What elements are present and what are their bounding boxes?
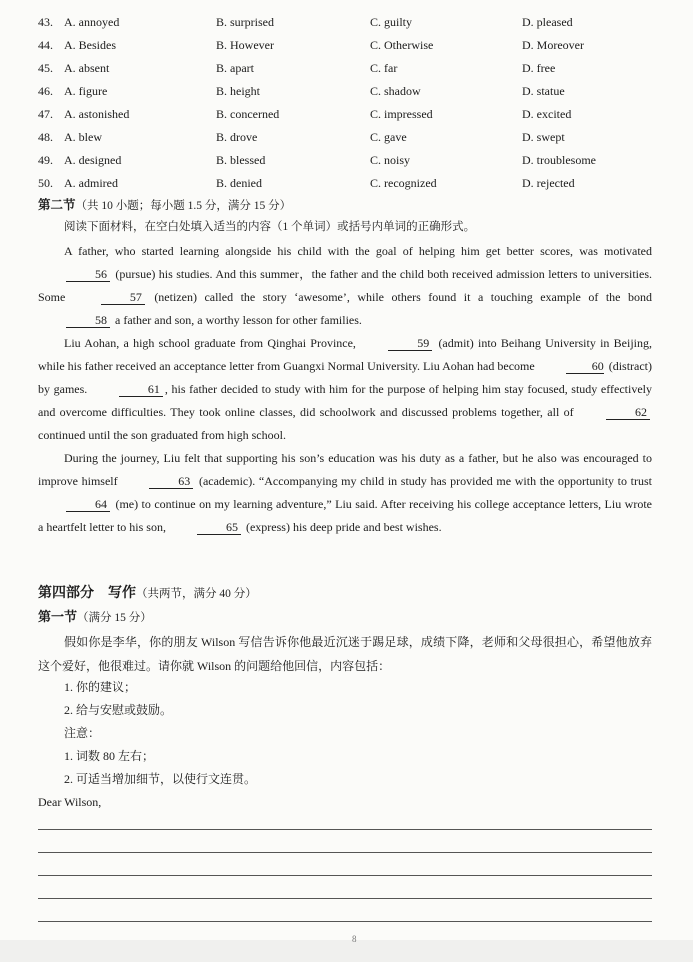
question-number: 44. [38,38,53,52]
option-b: B. concerned [216,107,280,121]
option-row-43 [38,11,678,33]
requirement-item: 1. 你的建议； [64,680,137,694]
passage-text: (admit) into Beihang University in Beijing, while his father received an acceptance letter from Guangxi Normal University. Liu Aohan had become [38,336,652,373]
passage-text: During the journey, Liu felt that supporting his son’s education was his duty as a father, but he also was encouraged to improve himself [38,451,652,488]
blank-61: 61 [91,378,165,401]
blank-56: 56 [38,263,112,286]
option-row-46 [38,80,678,102]
passage-text: (express) his deep pride and best wishes. [242,520,442,534]
question-number: 45. [38,61,53,75]
passage-text: (distract) by games. [38,359,653,396]
option-d: D. rejected [522,176,575,190]
requirement-item: 2. 给与安慰或鼓励。 [64,703,173,717]
option-b: B. However [216,38,274,52]
option-d: D. excited [522,107,572,121]
option-a: A. figure [64,84,108,98]
writing-line[interactable] [38,852,652,853]
option-a: A. astonished [64,107,130,121]
part-note: （共两节，满分 40 分） [136,588,257,600]
option-d: D. pleased [522,15,573,29]
option-b: B. blessed [216,153,266,167]
blank-62: 62 [578,401,652,424]
page-bottom-margin [0,940,693,962]
option-d: D. statue [522,84,565,98]
option-row-47 [38,103,678,125]
passage-paragraph-1 [38,240,652,332]
question-number: 43. [38,15,53,29]
option-c: C. far [370,61,398,75]
option-c: C. Otherwise [370,38,434,52]
section-heading [38,195,291,216]
writing-line[interactable] [38,829,652,830]
passage-text: Liu Aohan, a high school graduate from Qinghai Province, [64,336,361,350]
option-b: B. surprised [216,15,274,29]
letter-salutation: Dear Wilson, [38,795,102,809]
passage-paragraph-2 [38,332,652,447]
part-heading [38,584,257,604]
writing-line[interactable] [38,898,652,899]
notice-item: 2. 可适当增加细节，以使行文连贯。 [64,772,257,786]
blank-59: 59 [360,332,434,355]
part-title: 第四部分 写作 [38,586,136,601]
blank-65: 65 [169,516,243,539]
passage-paragraph-3 [38,447,652,539]
option-a: A. admired [64,176,118,190]
section-title: 第二节 [38,198,76,212]
option-row-50 [38,172,678,194]
option-a: A. designed [64,153,122,167]
question-number: 47. [38,107,53,121]
passage-text: continued until the son graduated from high school. [38,428,286,442]
blank-57: 57 [73,286,147,309]
section-instruction: 阅读下面材料，在空白处填入适当的内容（1 个单词）或括号内单词的正确形式。 [64,221,476,233]
writing-prompt: 假如你是李华，你的朋友 Wilson 写信告诉你他最近沉迷于踢足球，成绩下降，老师和父母很担心，希望他放弃这个爱好，他很难过。请你就 Wilson 的问题给他回信，内容包括： [38,635,652,673]
blank-60: 60 [538,355,606,378]
option-row-45 [38,57,678,79]
option-c: C. shadow [370,84,421,98]
writing-line[interactable] [38,921,652,922]
option-d: D. swept [522,130,565,144]
passage-text: (netizen) called the story ‘awesome’, while others found it a touching example of the bond [146,290,652,304]
option-a: A. absent [64,61,110,75]
option-row-49 [38,149,678,171]
option-d: D. free [522,61,556,75]
option-d: D. troublesome [522,153,596,167]
blank-58: 58 [38,309,112,332]
question-number: 50. [38,176,53,190]
option-c: C. recognized [370,176,437,190]
section-note: （共 10 小题；每小题 1.5 分，满分 15 分） [75,200,292,212]
subsection-note: （满分 15 分） [77,612,152,624]
blank-63: 63 [121,470,195,493]
notice-label: 注意： [64,726,101,740]
page-number: 8 [352,934,357,944]
option-a: A. annoyed [64,15,120,29]
passage-text: , his father decided to study with him for the purpose of helping him stay focused, study effectively and overcome difficulties. They took online classes, did schoolwork and discussed problems together, all of [38,382,653,419]
option-b: B. drove [216,130,258,144]
option-row-48 [38,126,678,148]
passage-text: (pursue) his studies. And this summer，the father and the child both received admission letters to universities. Some [38,267,652,304]
question-number: 49. [38,153,53,167]
passage-text: a father and son, a worthy lesson for other families. [112,313,362,327]
question-number: 46. [38,84,53,98]
subsection-heading [38,607,152,628]
option-a: A. Besides [64,38,116,52]
passage-text: (me) to continue on my learning adventure,” Liu said. After receiving his college acceptance letters, Liu wrote a heartfelt letter to his son, [38,497,652,534]
option-b: B. denied [216,176,262,190]
option-c: C. noisy [370,153,411,167]
option-c: C. gave [370,130,407,144]
option-d: D. Moreover [522,38,584,52]
option-c: C. impressed [370,107,433,121]
writing-line[interactable] [38,875,652,876]
option-b: B. height [216,84,260,98]
subsection-title: 第一节 [38,609,78,624]
option-c: C. guilty [370,15,413,29]
passage-text: A father, who started learning alongside his child with the goal of helping him get better scores, was motivated [64,244,652,258]
notice-item: 1. 词数 80 左右； [64,749,155,763]
blank-64: 64 [38,493,112,516]
passage-text: (academic). “Accompanying my child in study has provided me with the opportunity to trust [195,474,652,488]
option-b: B. apart [216,61,254,75]
option-row-44 [38,34,678,56]
question-number: 48. [38,130,53,144]
option-a: A. blew [64,130,102,144]
